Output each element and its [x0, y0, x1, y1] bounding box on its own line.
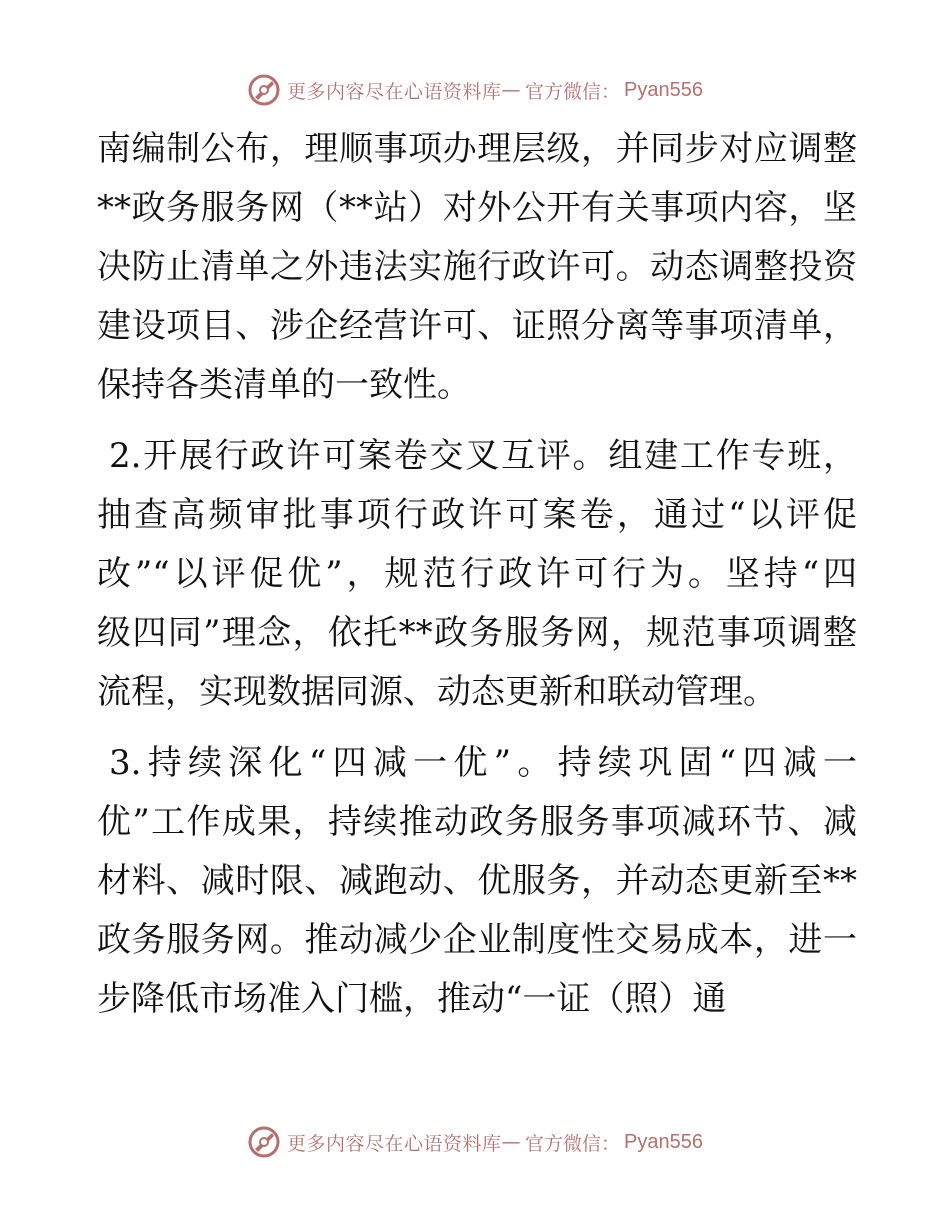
text-line: 级四同”理念，依托**政务服务网，规范事项调整 — [97, 613, 857, 653]
text-line: 步降低市场准入门槛，推动“一证（照）通 — [97, 979, 727, 1019]
text-line: 抽查高频审批事项行政许可案卷，通过“以评促 — [97, 495, 857, 535]
watermark-dash: — — [501, 1131, 522, 1153]
brand-logo-icon — [247, 73, 281, 107]
paragraph — [97, 427, 857, 722]
footer-watermark — [0, 1122, 950, 1162]
watermark-text: 更多内容尽在心语资料库 — [287, 1132, 502, 1155]
watermark-wechat-label: 官方微信： — [525, 1132, 621, 1155]
text-line: **政务服务网（**站）对外公开有关事项内容，坚 — [97, 188, 857, 228]
header-watermark — [0, 70, 950, 110]
document-body — [97, 120, 857, 1029]
paragraph — [97, 734, 857, 1029]
text-line: 优”工作成果，持续推动政务服务事项减环节、减 — [97, 802, 857, 842]
watermark-wechat-id: Pyan556 — [624, 78, 703, 101]
watermark-wechat-id: Pyan556 — [624, 1130, 703, 1153]
text-line: 流程，实现数据同源、动态更新和联动管理。 — [97, 672, 777, 712]
text-line: 决防止清单之外违法实施行政许可。动态调整投资 — [97, 247, 857, 287]
brand-logo-icon — [247, 1125, 281, 1159]
text-line: 建设项目、涉企经营许可、证照分离等事项清单， — [97, 306, 857, 346]
watermark-dash: — — [501, 79, 522, 101]
text-line: 2.开展行政许可案卷交叉互评。组建工作专班， — [109, 436, 857, 476]
text-line: 保持各类清单的一致性。 — [97, 365, 471, 405]
watermark-text: 更多内容尽在心语资料库 — [287, 80, 502, 103]
paragraph — [97, 120, 857, 415]
text-line: 改”“以评促优”，规范行政许可行为。坚持“四 — [97, 554, 857, 594]
text-line: 材料、减时限、减跑动、优服务，并动态更新至** — [97, 861, 857, 901]
text-line: 政务服务网。推动减少企业制度性交易成本，进一 — [97, 920, 857, 960]
text-line: 3.持续深化“四减一优”。持续巩固“四减一 — [109, 743, 857, 783]
watermark-wechat-label: 官方微信： — [525, 80, 621, 103]
text-line: 南编制公布，理顺事项办理层级，并同步对应调整 — [97, 129, 857, 169]
